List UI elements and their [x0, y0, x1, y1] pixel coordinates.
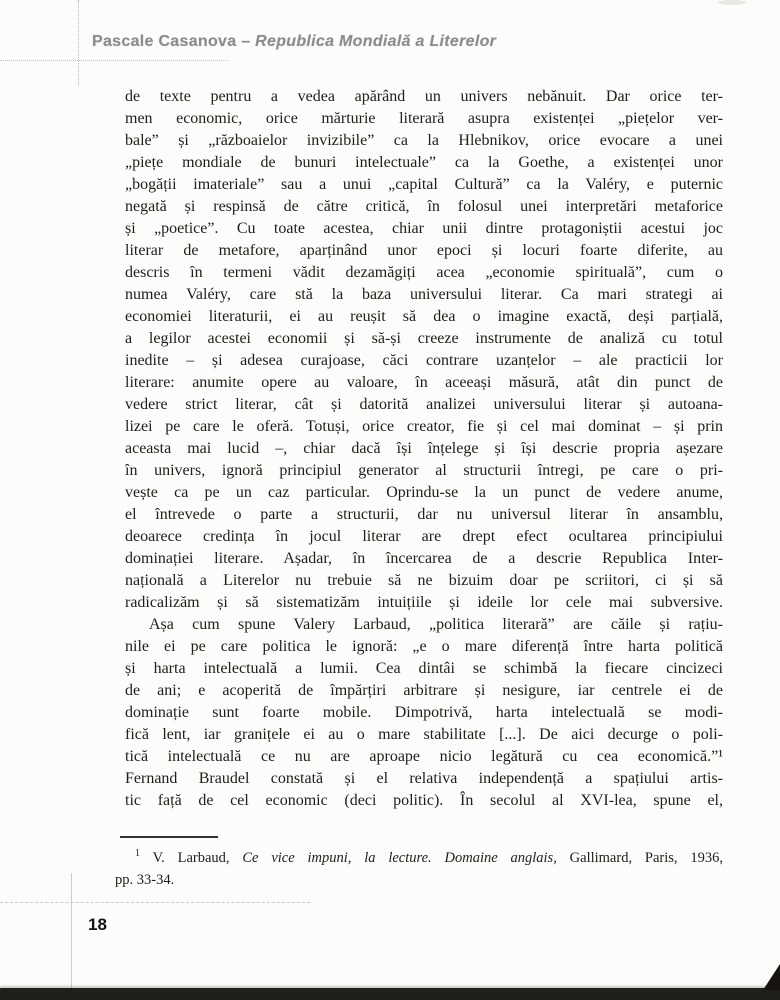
text-line: dominație sunt foarte mobile. Dimpotrivă, harta intelectuală se modi- — [125, 704, 723, 721]
text-line: „bogății imateriale” sau a unui „capital Cultură” ca la Valéry, e puternic — [125, 176, 723, 193]
text-line: el întrevede o parte a structurii, dar nu universul literar în ansamblu, — [125, 506, 723, 523]
header-book-title: Republica Mondială a Literelor — [255, 33, 497, 50]
text-line: radicalizăm și să sistematizăm intuițiile și ideile lor cele mai subversive. — [125, 594, 723, 611]
footnote — [115, 847, 723, 891]
crop-mark-horizontal-bottom — [0, 902, 310, 903]
text-line: economiei literaturii, ei au reușit să dea o imagine exactă, deși parțială, — [125, 308, 723, 325]
footnote-work-title: Ce vice impuni, la lecture. Domaine anglais, — [242, 850, 557, 866]
text-line: literare: anumite opere au valoare, în aceeași măsură, atât din punct de — [125, 374, 723, 391]
text-line: lizei pe care le oferă. Totuși, orice creator, fie și cel mai dominat – și prin — [125, 418, 723, 435]
text-line: men economic, orice mărturie literară asupra existenței „piețelor ver- — [125, 110, 723, 127]
text-line: „piețe mondiale de bunuri intelectuale” ca la Goethe, a existenței unor — [125, 154, 723, 171]
page-number: 18 — [88, 915, 107, 934]
text-line: deoarece credința în jocul literar are drept efect ocultarea principiului — [125, 528, 723, 545]
text-line: tică intelectuală ce nu are aproape nicio legătură cu cea economică.”¹ — [125, 748, 723, 765]
text-line: dominației literare. Așadar, în încercarea de a descrie Republica Inter- — [125, 550, 723, 567]
text-line: negată și respinsă de către critică, în folosul unei interpretări metaforice — [125, 198, 723, 215]
text-line: a legilor acestei economii și să-și creeze instrumente de analiză cu totul — [125, 330, 723, 347]
text-line: tic față de cel economic (deci politic). În secolul al XVI-lea, spune el, — [125, 792, 723, 809]
text-line: literar de metafore, aparținând unor epoci și locuri foarte diferite, au — [125, 242, 723, 259]
header-author-name: Pascale Casanova – — [92, 33, 256, 50]
footnote-separator-rule — [120, 836, 218, 838]
crop-mark-horizontal-top — [0, 60, 228, 61]
scan-edge-bar — [0, 988, 780, 1000]
running-header — [92, 33, 496, 51]
text-line: de texte pentru a vedea apărând un univers nebănuit. Dar orice ter- — [125, 88, 723, 105]
text-line: națională a Literelor nu trebuie să ne bizuim doar pe scriitori, ci și să — [125, 572, 723, 589]
body-text-block — [125, 86, 723, 812]
text-line: vește ca pe un caz particular. Oprindu-se la un punct de vedere anume, — [125, 484, 723, 501]
crop-mark-vertical-bottom — [71, 873, 72, 1000]
scan-corner-mark — [763, 964, 780, 990]
text-line: Fernand Braudel constată și el relativa independență a spațiului artis- — [125, 770, 723, 787]
footnote-marker: 1 — [135, 848, 140, 860]
text-line: nile ei pe care politica le ignoră: „e o mare diferență între harta politică — [125, 638, 723, 655]
paragraph-continued — [125, 86, 723, 614]
footnote-line — [115, 847, 723, 869]
text-line: numea Valéry, care stă la baza universului literar. Ca mari strategi ai — [125, 286, 723, 303]
text-line: descris în termeni vădit dezamăgiți acea „economie spirituală”, cum o — [125, 264, 723, 281]
crop-mark-vertical-top — [78, 0, 79, 86]
text-line: în univers, ignoră principiul generator al structurii întregi, pe care o pri- — [125, 462, 723, 479]
text-line: aceasta mai lucid –, chiar dacă își înțelege și își descrie propria așezare — [125, 440, 723, 457]
footnote-line: pp. 33-34. — [115, 872, 175, 888]
text-line: fică lent, iar granițele ei au o mare stabilitate [...]. De aici decurge o poli- — [125, 726, 723, 743]
text-line: și harta intelectuală a lumii. Cea dintâi se schimbă la fiecare cincizeci — [125, 660, 723, 677]
text-line: Așa cum spune Valery Larbaud, „politica literară” are căile și rațiu- — [149, 616, 723, 633]
footnote-text: V. Larbaud, — [140, 850, 243, 866]
footnote-text: Gallimard, Paris, 1936, — [556, 850, 723, 866]
text-line: bale” și „războaielor invizibile” ca la Hlebnikov, orice evocare a unei — [125, 132, 723, 149]
text-line: vedere strict literar, cât și datorită analizei universului literar și autoana- — [125, 396, 723, 413]
text-line: inedite – și adesea curajoase, căci contrare uzanțelor – ale practicii lor — [125, 352, 723, 369]
paragraph-larbaud-quote — [125, 614, 723, 812]
text-line: și „poetice”. Cu toate acestea, chiar unii dintre protagoniștii acestui joc — [125, 220, 723, 237]
text-line: de ani; e acoperită de împărțiri arbitrare și nesigure, iar centrele ei de — [125, 682, 723, 699]
scan-smudge — [718, 0, 746, 5]
